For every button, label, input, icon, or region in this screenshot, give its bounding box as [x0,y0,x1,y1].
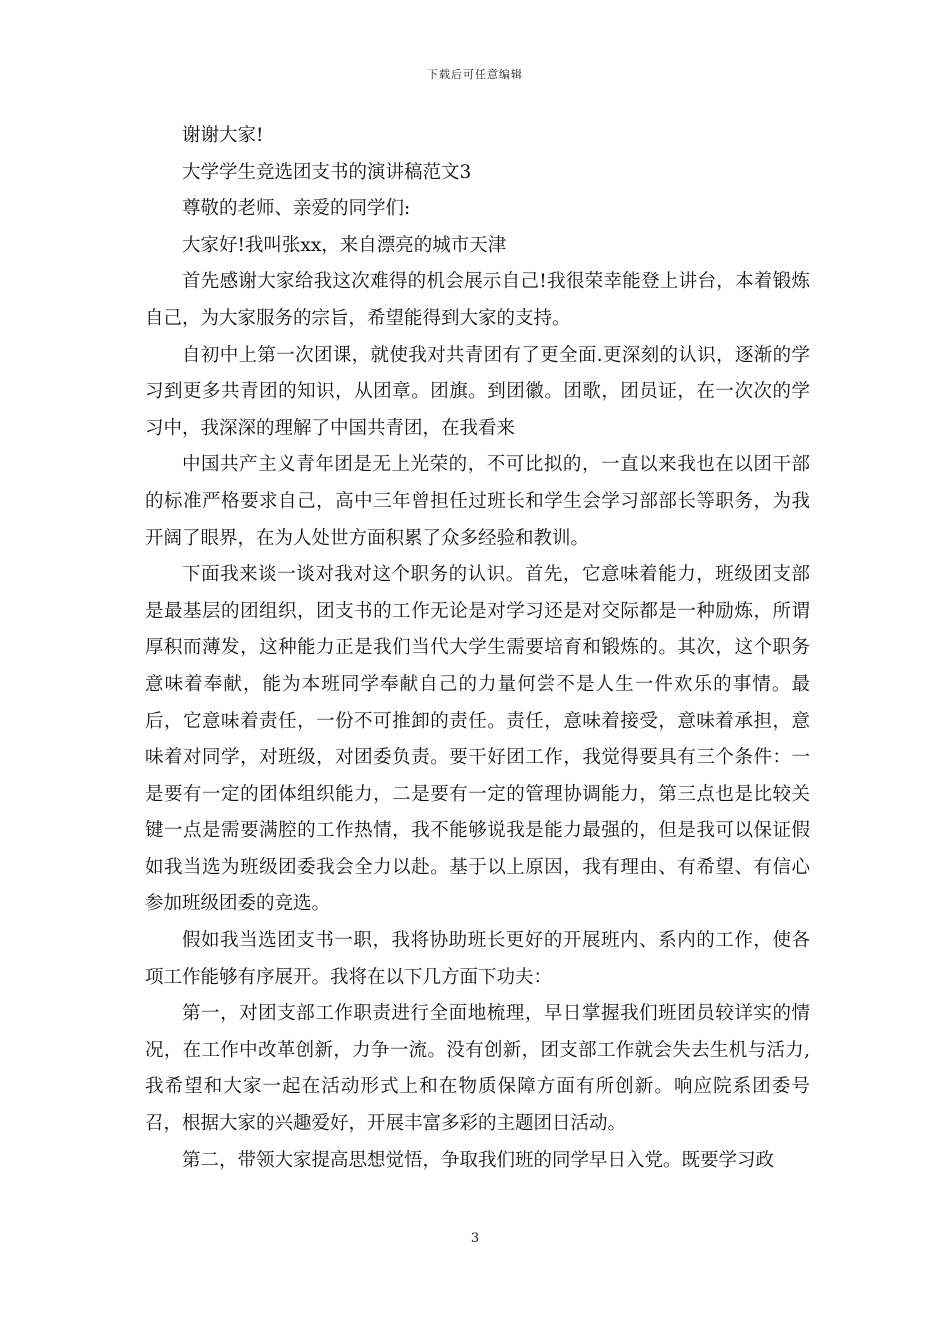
header-note: 下载后可任意编辑 [427,68,523,81]
paragraph-experience: 中国共产主义青年团是无上光荣的，不可比拟的，一直以来我也在以团干部的标准严格要求自己，高中三年曾担任过班长和学生会学习部部长等职务，为我开阔了眼界，在为人处世方面积累了众多经验和教训。 [145,454,810,549]
paragraph-thanks: 谢谢大家! [182,125,264,146]
page-number: 3 [470,1231,480,1246]
paragraph-role-understanding: 下面我来谈一谈对我对这个职务的认识。首先，它意味着能力，班级团支部是最基层的团组织，团支书的工作无论是对学习还是对交际都是一种励炼，所谓厚积而薄发，这种能力正是我们当代大学生需要培育和锻炼的。其次，这个职务意味着奉献，能为本班同学奉献自己的力量何尝不是人生一件欢乐的事情。最后，它意味着责任，一份不可推卸的责任。责任，意味着接受，意味着承担，意味着对同学，对班级，对团委负责。要干好团工作，我觉得要具有三个条件：一是要有一定的团体组织能力，二是要有一定的管理协调能力，第三点也是比较关键一点是需要满腔的工作热情，我不能够说我是能力最强的，但是我可以保证假如我当选为班级团委我会全力以赴。基于以上原因，我有理由、有希望、有信心参加班级团委的竞选。 [145,564,810,915]
paragraph-greeting: 大家好!我叫张xx，来自漂亮的城市天津 [182,234,507,256]
paragraph-title: 大学学生竞选团支书的演讲稿范文3 [182,161,472,183]
paragraph-plan-first: 第一，对团支部工作职责进行全面地梳理，早日掌握我们班团员较详实的情况，在工作中改革创新，力争一流。没有创新，团支部工作就会失去生机与活力,我希望和大家一起在活动形式上和在物质保障方面有所创新。响应院系团委号召，根据大家的兴趣爱好，开展丰富多彩的主题团日活动。 [145,1003,810,1135]
paragraph-intro: 首先感谢大家给我这次难得的机会展示自己!我很荣幸能登上讲台，本着锻炼自己，为大家服务的宗旨，希望能得到大家的支持。 [145,271,810,329]
paragraph-league-understanding: 自初中上第一次团课，就使我对共青团有了更全面.更深刻的认识，逐渐的学习到更多共青团的知识，从团章。团旗。到团徽。团歌，团员证，在一次次的学习中，我深深的理解了中国共青团，在我看来 [145,344,810,439]
document-body [145,118,810,1179]
paragraph-plan-intro: 假如我当选团支书一职，我将协助班长更好的开展班内、系内的工作，使各项工作能够有序展开。我将在以下几方面下功夫： [145,930,810,988]
paragraph-salutation: 尊敬的老师、亲爱的同学们: [182,198,411,220]
paragraph-plan-second: 第二，带领大家提高思想觉悟，争取我们班的同学早日入党。既要学习政 [182,1149,775,1171]
